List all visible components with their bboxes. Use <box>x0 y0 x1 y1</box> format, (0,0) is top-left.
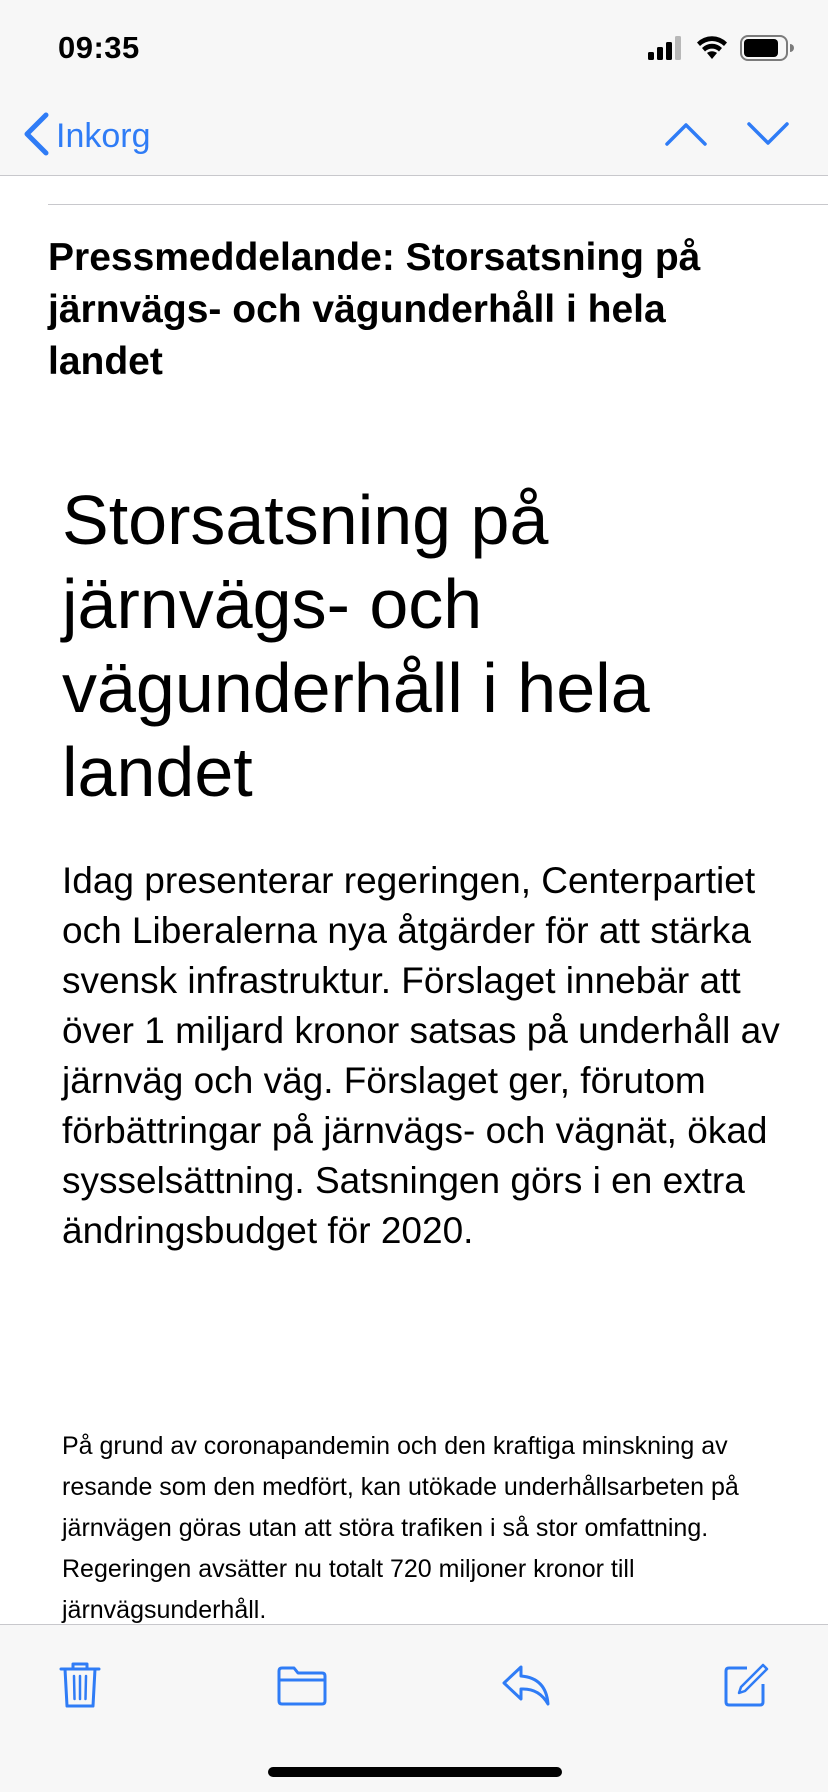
article-body: På grund av coronapandemin och den kraftiga minskning av resande som den medfört, kan utökade underhållsarbeten på järnvägen göras utan att störa trafiken i så stor omfattning. Regeringen avsätter nu totalt 720 miljoner kronor till järnvägsunderhåll. <box>62 1432 739 1624</box>
home-indicator[interactable] <box>268 1767 562 1777</box>
wifi-icon <box>696 36 728 65</box>
nav-bar <box>0 96 828 176</box>
status-time: 09:35 <box>58 30 140 65</box>
next-message-button[interactable] <box>740 110 796 162</box>
cellular-signal-icon <box>648 36 684 65</box>
article-lead: Idag presenterar regeringen, Centerpartiet och Liberalerna nya åtgärder för att stärka svensk infrastruktur. Förslaget innebär att över 1 miljard kronor satsas på underhåll av järnväg och väg. Förslaget ger, förutom förbättringar på järnvägs- och vägnät, ökad sysselsättning. Satsningen görs i en extra ändringsbudget för 2020. <box>62 860 780 1251</box>
compose-button[interactable] <box>714 1655 778 1719</box>
message-content[interactable] <box>0 176 828 1624</box>
folder-icon <box>276 1664 328 1711</box>
message-subject: Pressmeddelande: Storsatsning på järnvägs- och vägunderhåll i hela landet <box>48 236 701 383</box>
move-to-folder-button[interactable] <box>270 1655 334 1719</box>
reply-icon <box>501 1663 551 1712</box>
status-bar <box>0 0 828 96</box>
reply-button[interactable] <box>494 1655 558 1719</box>
header-divider <box>48 204 828 205</box>
back-button[interactable] <box>22 108 151 164</box>
back-label: Inkorg <box>56 116 151 155</box>
status-icons <box>648 36 794 64</box>
trash-button[interactable] <box>48 1655 112 1719</box>
battery-icon <box>740 35 794 66</box>
trash-icon <box>58 1660 102 1715</box>
chevron-left-icon <box>22 112 50 161</box>
compose-icon <box>723 1662 769 1713</box>
chevron-down-icon <box>746 121 790 152</box>
bottom-toolbar <box>0 1624 828 1792</box>
article-title: Storsatsning på järnvägs- och vägunderhåll i hela landet <box>62 481 650 811</box>
chevron-up-icon <box>664 121 708 152</box>
previous-message-button[interactable] <box>658 110 714 162</box>
